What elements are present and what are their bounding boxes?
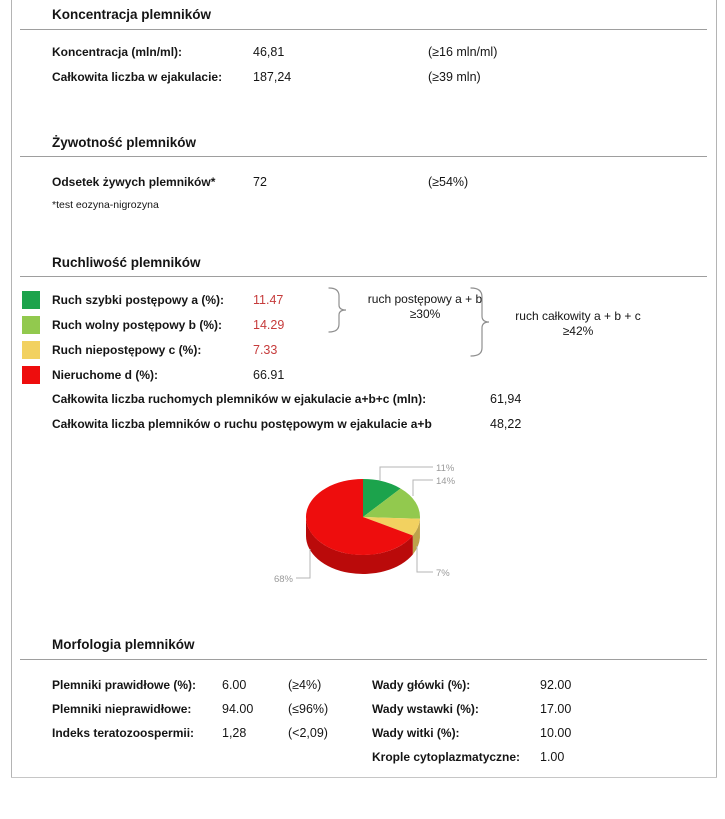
bracket-label-line2: ≥42% [562,324,594,338]
pie-leader-line [413,480,433,496]
bracket-label-line2: ≥30% [409,307,441,321]
bracket-progressive [329,288,346,332]
row-label: Plemniki prawidłowe (%): [52,678,197,692]
row-label: Plemniki nieprawidłowe: [52,702,192,716]
row-value: 66.91 [253,368,285,382]
row-value: 46,81 [253,45,285,59]
row-value: 7.33 [253,343,278,357]
section-title-morphology: Morfologia plemników [52,637,195,652]
pie-slice [363,488,420,518]
row-reference: (≥16 mln/ml) [428,45,498,59]
legend-swatch-c [22,341,40,359]
row-value: 17.00 [540,702,572,716]
row-value: 61,94 [490,392,522,406]
row-label: Krople cytoplazmatyczne: [372,750,521,764]
pie-percent-label: 11% [436,463,455,474]
row-reference: (<2,09) [288,726,328,740]
row-label: Indeks teratozoospermii: [52,726,195,740]
row-reference: (≤96%) [288,702,329,716]
row-label: Wady główki (%): [372,678,471,692]
row-value: 1.00 [540,750,565,764]
pie-slice-side [306,517,413,574]
bracket-label-total-motility [497,309,659,339]
row-label: Całkowita liczba ruchomych plemników w ejakulacie a+b+c (mln): [52,392,427,406]
row-value: 92.00 [540,678,572,692]
row-value: 48,22 [490,417,522,431]
page-bottom-border [11,777,717,778]
row-value: 1,28 [222,726,247,740]
pie-slice [363,517,420,535]
pie-leader-line [296,549,310,578]
section-title-concentration: Koncentracja plemników [52,7,212,22]
bracket-label-progressive [350,292,500,322]
row-label: Nieruchome d (%): [52,368,159,382]
row-value: 72 [253,175,267,189]
row-value: 187,24 [253,70,292,84]
section-title-motility: Ruchliwość plemników [52,255,201,270]
section-divider [20,156,707,157]
section-title-vitality: Żywotność plemników [52,135,197,150]
pie-percent-label: 68% [273,574,293,585]
row-value: 14.29 [253,318,285,332]
section-divider [20,276,707,277]
bracket-label-line1: ruch całkowity a + b + c [515,309,641,323]
row-label: Wady witki (%): [372,726,460,740]
legend-swatch-b [22,316,40,334]
row-reference: (≥39 mln) [428,70,481,84]
page-left-border [11,0,12,778]
legend-swatch-a [22,291,40,309]
legend-swatch-d [22,366,40,384]
pie-leader-line [380,467,433,481]
row-value: 6.00 [222,678,247,692]
row-label: Odsetek żywych plemników* [52,175,216,189]
row-reference: (≥54%) [428,175,469,189]
page-right-border [716,0,717,778]
row-reference: (≥4%) [288,678,322,692]
row-label: Ruch szybki postępowy a (%): [52,293,225,307]
section-divider [20,29,707,30]
pie-slice-side [413,519,420,555]
row-value: 11.47 [253,293,284,307]
row-value: 94.00 [222,702,254,716]
bracket-label-line1: ruch postępowy a + b [367,292,483,306]
pie-slice [306,479,413,555]
row-value: 10.00 [540,726,572,740]
row-label: Ruch wolny postępowy b (%): [52,318,222,332]
row-label: Całkowita liczba plemników o ruchu postępowym w ejakulacie a+b [52,417,432,431]
row-label: Całkowita liczba w ejakulacie: [52,70,223,84]
row-label: Ruch niepostępowy c (%): [52,343,202,357]
pie-leader-line [417,546,433,572]
pie-percent-label: 7% [436,568,450,579]
pie-slice [363,479,401,517]
row-label: Koncentracja (mln/ml): [52,45,183,59]
pie-percent-label: 14% [436,476,456,487]
section-divider [20,659,707,660]
row-label: Wady wstawki (%): [372,702,479,716]
vitality-footnote: *test eozyna-nigrozyna [52,199,159,211]
